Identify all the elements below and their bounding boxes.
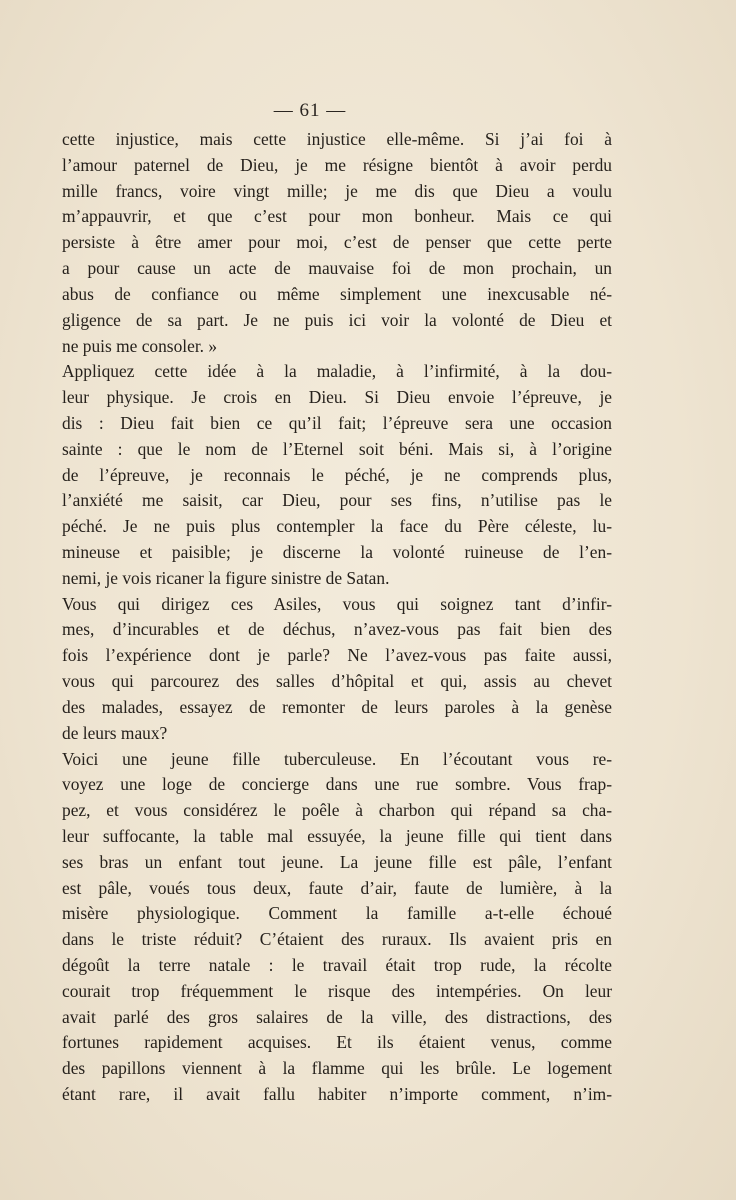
text-line: dis : Dieu fait bien ce qu’il fait; l’épreuve sera une occasion bbox=[62, 412, 612, 433]
text-line: fortunes rapidement acquises. Et ils étaient venus, comme bbox=[62, 1032, 612, 1053]
text-line: Appliquez cette idée à la maladie, à l’infirmité, à la dou- bbox=[62, 361, 612, 382]
text-line: abus de confiance ou même simplement une inexcusable né- bbox=[62, 283, 612, 304]
text-line: mineuse et paisible; je discerne la volonté ruineuse de l’en- bbox=[62, 542, 612, 562]
text-line: a pour cause un acte de mauvaise foi de mon prochain, un bbox=[62, 258, 612, 279]
text-line: Vous qui dirigez ces Asiles, vous qui soignez tant d’infir- bbox=[62, 593, 612, 614]
text-line: courait trop fréquemment le risque des intempéries. On leur bbox=[62, 980, 612, 1001]
text-line: péché. Je ne puis plus contempler la face du Père céleste, lu- bbox=[62, 516, 612, 537]
text-line: nemi, je vois ricaner la figure sinistre de Satan. bbox=[62, 567, 390, 588]
text-line: Voici une jeune fille tuberculeuse. En l’écoutant vous re- bbox=[62, 748, 612, 769]
text-line: dégoût la terre natale : le travail était trop rude, la récolte bbox=[62, 955, 612, 975]
text-line: fois l’expérience dont je parle? Ne l’avez-vous pas faite aussi, bbox=[62, 645, 612, 666]
text-line: étant rare, il avait fallu habiter n’importe comment, n’im- bbox=[62, 1084, 612, 1105]
text-line: des malades, essayez de remonter de leurs paroles à la genèse bbox=[62, 696, 612, 717]
text-line: voyez une loge de concierge dans une rue sombre. Vous frap- bbox=[62, 774, 612, 795]
text-line: sainte : que le nom de l’Eternel soit béni. Mais si, à l’origine bbox=[62, 438, 612, 459]
text-line: pez, et vous considérez le poêle à charbon qui répand sa cha- bbox=[62, 800, 612, 821]
text-line: de leurs maux? bbox=[62, 722, 168, 743]
text-line: mille francs, voire vingt mille; je me dis que Dieu a voulu bbox=[62, 180, 612, 201]
text-line: leur suffocante, la table mal essuyée, la jeune fille qui tient dans bbox=[62, 825, 612, 846]
body-text bbox=[62, 127, 612, 1108]
page-number: — 61 — bbox=[273, 100, 347, 121]
text-line: des papillons viennent à la flamme qui les brûle. Le logement bbox=[62, 1058, 612, 1079]
text-line: l’anxiété me saisit, car Dieu, pour ses fins, n’utilise pas le bbox=[62, 490, 612, 511]
text-line: gligence de sa part. Je ne puis ici voir la volonté de Dieu et bbox=[62, 309, 612, 330]
text-line: persiste à être amer pour moi, c’est de penser que cette perte bbox=[62, 232, 612, 253]
text-line: cette injustice, mais cette injustice elle-même. Si j’ai foi à bbox=[62, 129, 612, 149]
text-line: est pâle, voués tous deux, faute d’air, faute de lumière, à la bbox=[62, 877, 612, 898]
text-line: dans le triste réduit? C’étaient des ruraux. Ils avaient pris en bbox=[62, 929, 612, 950]
text-line: m’appauvrir, et que c’est pour mon bonheur. Mais ce qui bbox=[62, 206, 612, 227]
text-line: misère physiologique. Comment la famille a-t-elle échoué bbox=[62, 903, 612, 924]
text-line: l’amour paternel de Dieu, je me résigne bientôt à avoir perdu bbox=[62, 154, 612, 175]
text-line: de l’épreuve, je reconnais le péché, je ne comprends plus, bbox=[62, 464, 612, 485]
text-line: mes, d’incurables et de déchus, n’avez-vous pas fait bien des bbox=[62, 619, 612, 640]
text-line: leur physique. Je crois en Dieu. Si Dieu envoie l’épreuve, je bbox=[62, 387, 612, 408]
text-line: avait parlé des gros salaires de la ville, des distractions, des bbox=[62, 1006, 612, 1027]
text-line: vous qui parcourez des salles d’hôpital et qui, assis au chevet bbox=[62, 671, 612, 692]
text-line: ne puis me consoler. » bbox=[62, 335, 218, 356]
text-line: ses bras un enfant tout jeune. La jeune fille est pâle, l’enfant bbox=[62, 851, 612, 872]
